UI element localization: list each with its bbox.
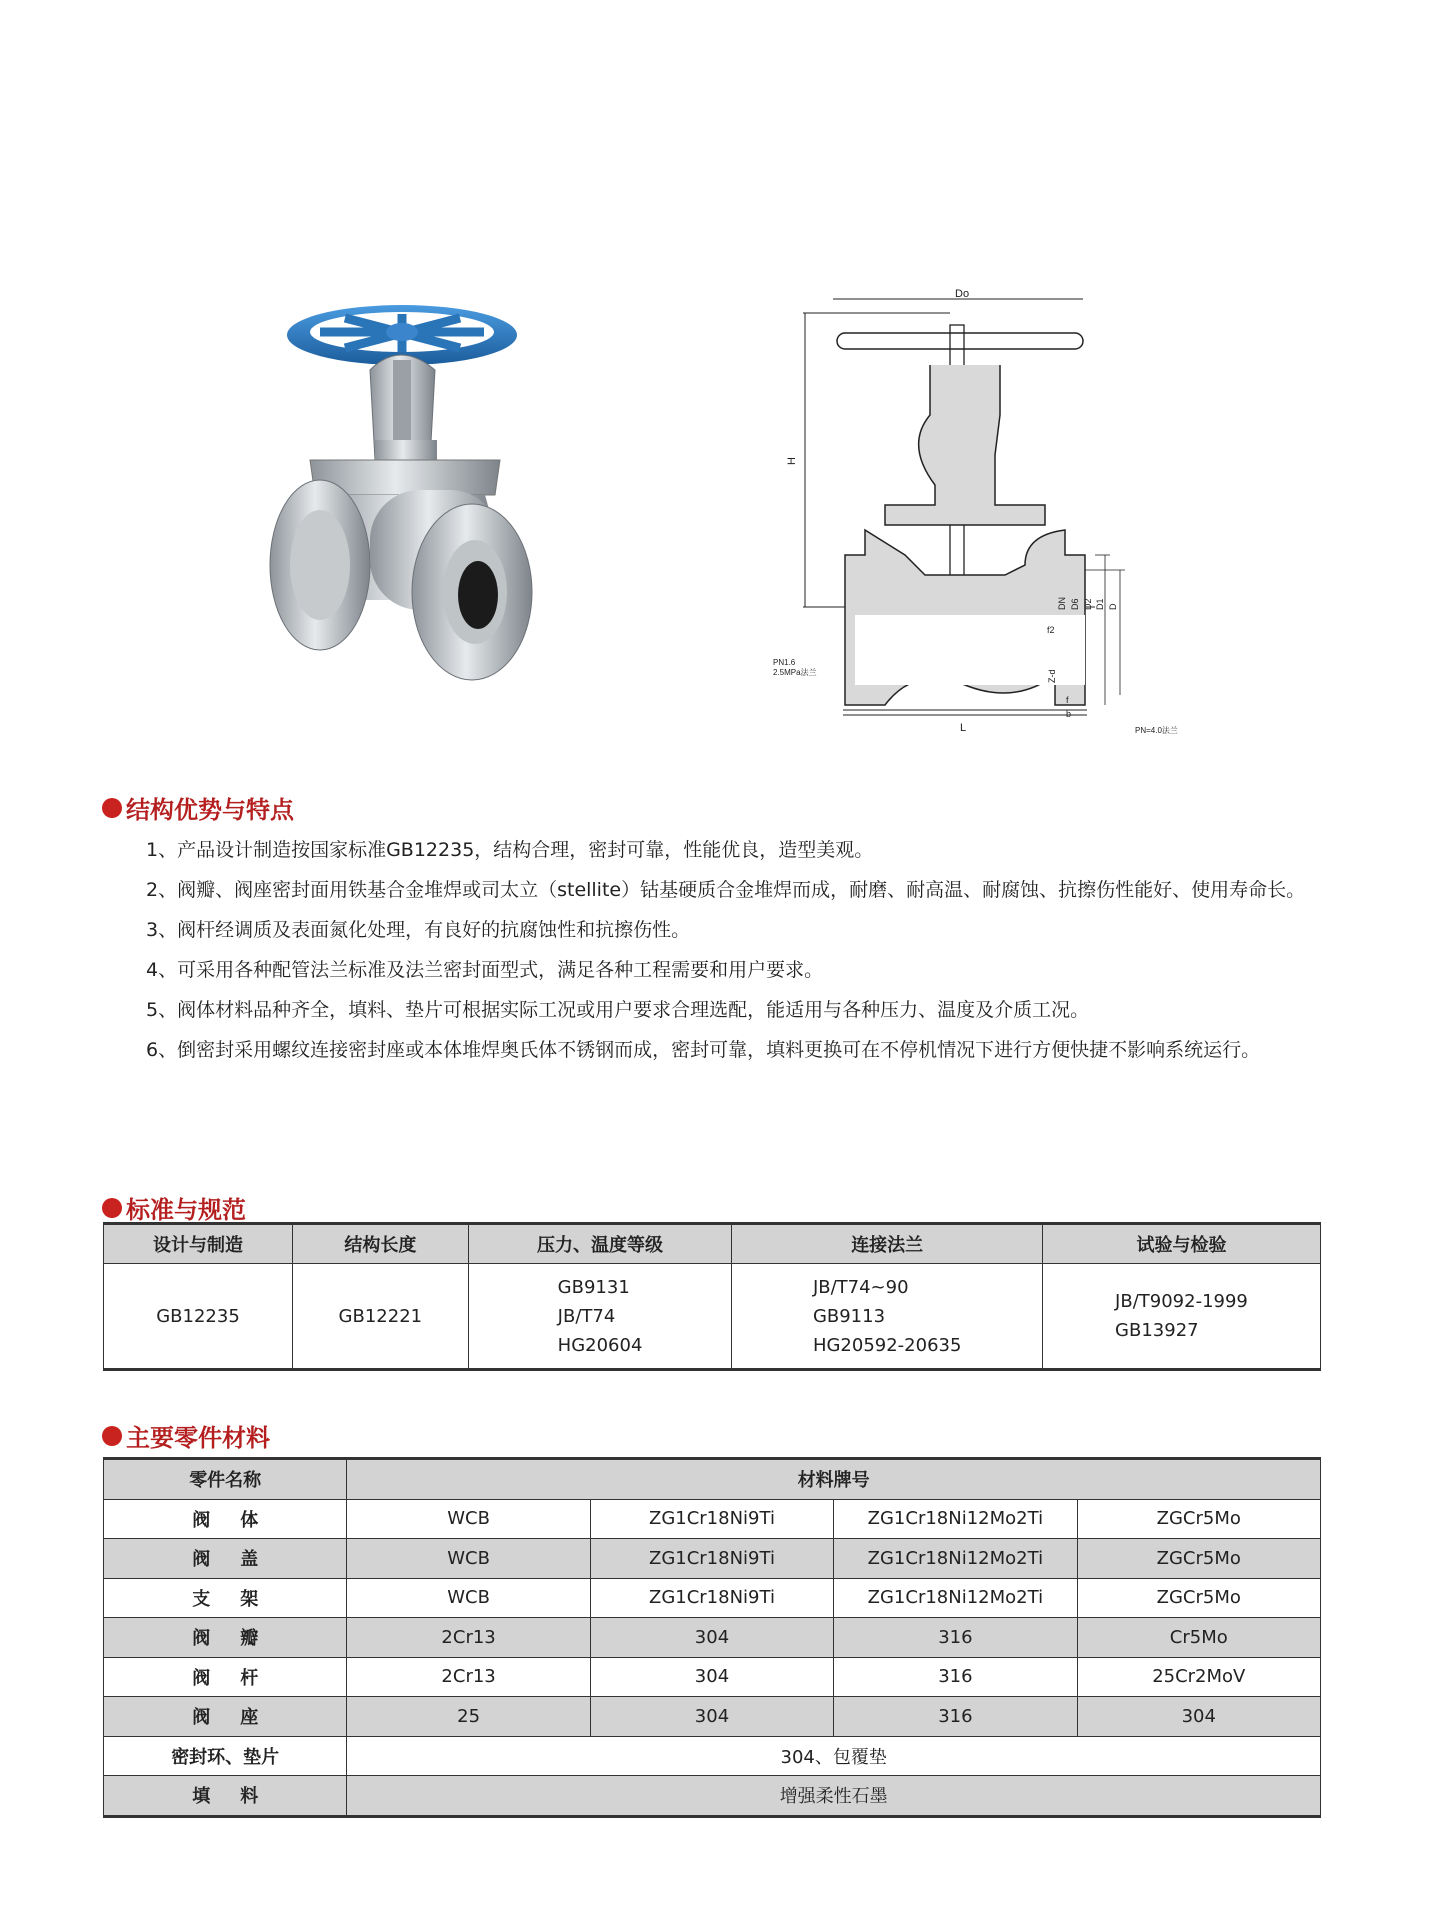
label-pn40: PN=4.0法兰 (1135, 726, 1178, 735)
label-dn: DN (1057, 597, 1067, 610)
part-name (104, 1697, 347, 1737)
cell-text: JB/T74 (557, 1305, 616, 1327)
part-name (104, 1499, 347, 1539)
feature-item: 3、阀杆经调质及表面氮化处理，有良好的抗腐蚀性和抗擦伤性。 (146, 919, 691, 941)
cell-text: JB/T74~90 (812, 1276, 909, 1298)
part-name (104, 1618, 347, 1658)
table-cell: 2Cr13 (347, 1657, 590, 1697)
part-char: 阀 (192, 1549, 211, 1571)
table-cell: WCB (347, 1578, 590, 1618)
part-char: 瓣 (240, 1628, 259, 1650)
cell-text: GB12235 (156, 1305, 240, 1327)
materials-table (103, 1457, 1321, 1818)
cell-text: HG20592-20635 (812, 1334, 962, 1356)
table-cell: 25Cr2MoV (1077, 1657, 1320, 1697)
table-cell: WCB (347, 1499, 590, 1539)
part-name (104, 1578, 347, 1618)
table-cell: ZG1Cr18Ni9Ti (590, 1499, 833, 1539)
label-b: b (1066, 709, 1072, 719)
table-cell (468, 1264, 732, 1370)
table-row (104, 1657, 1321, 1697)
part-char: 填 (192, 1786, 211, 1808)
table-cell: Cr5Mo (1077, 1618, 1320, 1658)
table-cell: ZG1Cr18Ni9Ti (590, 1539, 833, 1579)
table-row (104, 1264, 1321, 1370)
part-char: 盖 (240, 1549, 259, 1571)
label-l: L (960, 722, 967, 734)
column-header: 连接法兰 (732, 1224, 1043, 1264)
cell-text: JB/T9092-1999 (1115, 1291, 1248, 1312)
part-char: 体 (240, 1509, 259, 1531)
table-cell: 304、包覆垫 (347, 1736, 1321, 1776)
table-cell: 304 (590, 1657, 833, 1697)
table-cell: ZGCr5Mo (1077, 1578, 1320, 1618)
feature-item: 6、倒密封采用螺纹连接密封座或本体堆焊奥氏体不锈钢而成，密封可靠，填料更换可在不停机情况下进行方便快捷不影响系统运行。 (146, 1039, 1261, 1061)
feature-item: 5、阀体材料品种齐全，填料、垫片可根据实际工况或用户要求合理选配，能适用与各种压力、温度及介质工况。 (146, 999, 1090, 1021)
part-char: 阀 (192, 1509, 211, 1531)
valve-photo (250, 300, 570, 745)
part-char: 架 (240, 1588, 259, 1610)
label-d2: D2 (1083, 598, 1093, 610)
column-header: 压力、温度等级 (468, 1224, 732, 1264)
table-cell: ZGCr5Mo (1077, 1499, 1320, 1539)
table-cell: 304 (590, 1697, 833, 1737)
label-f: f (1066, 695, 1069, 705)
cell-text: GB13927 (1115, 1320, 1199, 1341)
bullet-icon (102, 1198, 122, 1218)
features-list (102, 830, 1342, 1070)
label-d1: D1 (1095, 598, 1105, 610)
table-header-row (104, 1459, 1321, 1500)
label-do: Do (955, 288, 970, 300)
table-cell (293, 1264, 469, 1370)
table-row (104, 1578, 1321, 1618)
table-header-row (104, 1224, 1321, 1264)
features-heading (102, 790, 294, 825)
part-char: 阀 (192, 1707, 211, 1729)
label-zd: Z-d (1047, 669, 1057, 683)
column-header: 材料牌号 (347, 1459, 1321, 1500)
label-d: D (1108, 603, 1118, 610)
cell-text: GB9113 (812, 1305, 886, 1327)
feature-item: 2、阀瓣、阀座密封面用铁基合金堆焊或司太立（stellite）钴基硬质合金堆焊而成，耐磨、耐高温、耐腐蚀、抗擦伤性能好、使用寿命长。 (146, 879, 1306, 901)
dimension-drawing (765, 285, 1195, 745)
table-cell (732, 1264, 1043, 1370)
table-cell (104, 1264, 293, 1370)
cell-text: GB9131 (557, 1276, 630, 1298)
table-cell: 增强柔性石墨 (347, 1776, 1321, 1817)
part-char: 座 (240, 1707, 259, 1729)
table-cell: ZG1Cr18Ni12Mo2Ti (834, 1499, 1077, 1539)
cell-text: GB12221 (338, 1305, 423, 1327)
materials-title: 主要零件材料 (126, 1424, 270, 1452)
part-name (104, 1539, 347, 1579)
label-h: H (786, 457, 798, 465)
table-cell: 316 (834, 1657, 1077, 1697)
part-char: 阀 (192, 1628, 211, 1650)
standards-title: 标准与规范 (126, 1196, 246, 1224)
table-cell (1042, 1264, 1320, 1370)
table-row (104, 1539, 1321, 1579)
table-cell: ZGCr5Mo (1077, 1539, 1320, 1579)
table-cell: ZG1Cr18Ni12Mo2Ti (834, 1539, 1077, 1579)
column-header: 设计与制造 (104, 1224, 293, 1264)
part-char: 阀 (192, 1667, 211, 1689)
part-char: 支 (192, 1588, 211, 1610)
label-pn16-flange: 2.5MPa法兰 (773, 668, 817, 677)
feature-item: 1、产品设计制造按国家标准GB12235，结构合理，密封可靠，性能优良，造型美观。 (146, 839, 874, 861)
part-name (104, 1657, 347, 1697)
table-cell: 304 (590, 1618, 833, 1658)
table-row (104, 1697, 1321, 1737)
bullet-icon (102, 798, 122, 818)
table-row (104, 1736, 1321, 1776)
standards-table (103, 1222, 1321, 1371)
part-char: 杆 (240, 1667, 259, 1689)
standards-heading (102, 1190, 246, 1225)
materials-heading (102, 1418, 270, 1453)
table-cell: 2Cr13 (347, 1618, 590, 1658)
label-d6: D6 (1070, 598, 1080, 610)
part-char: 料 (240, 1786, 259, 1808)
feature-item: 4、可采用各种配管法兰标准及法兰密封面型式，满足各种工程需要和用户要求。 (146, 959, 824, 981)
column-header: 试验与检验 (1042, 1224, 1320, 1264)
table-cell: 25 (347, 1697, 590, 1737)
table-cell: 316 (834, 1697, 1077, 1737)
table-cell: 304 (1077, 1697, 1320, 1737)
table-row (104, 1776, 1321, 1817)
label-pn16: PN1.6 (773, 658, 796, 667)
column-header: 零件名称 (104, 1459, 347, 1500)
part-name (104, 1776, 347, 1817)
table-cell: ZG1Cr18Ni12Mo2Ti (834, 1578, 1077, 1618)
column-header: 结构长度 (293, 1224, 469, 1264)
bullet-icon (102, 1426, 122, 1446)
cell-text: HG20604 (557, 1334, 643, 1356)
table-row (104, 1499, 1321, 1539)
features-title: 结构优势与特点 (126, 796, 294, 824)
label-f2: f2 (1047, 625, 1055, 635)
part-name: 密封环、垫片 (104, 1736, 347, 1776)
table-row (104, 1618, 1321, 1658)
table-cell: 316 (834, 1618, 1077, 1658)
table-cell: ZG1Cr18Ni9Ti (590, 1578, 833, 1618)
table-cell: WCB (347, 1539, 590, 1579)
